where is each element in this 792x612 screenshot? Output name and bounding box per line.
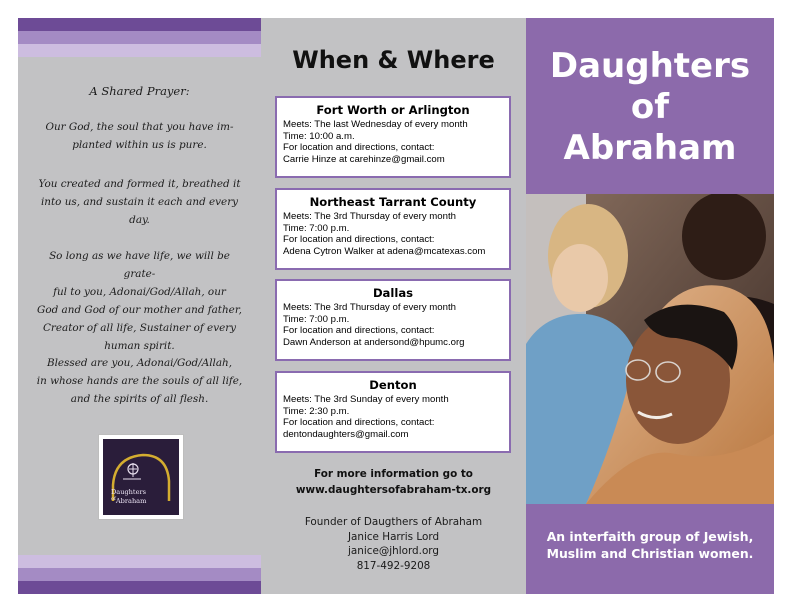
prayer-paragraph: So long as we have life, we will be grate- ful to you, Adonai/God/Allah, our God and God of our mother and father, Creator of all life, Sustainer of every human spirit. [37, 250, 242, 352]
prayer-panel [18, 18, 261, 594]
brochure-title: Daughters of Abraham [549, 46, 751, 168]
location-contact: Adena Cytron Walker at adena@mcatexas.com [283, 245, 486, 257]
location-contact: dentondaughters@gmail.com [283, 428, 409, 440]
logo-text: Daughters $^{of}$Abraham [111, 488, 147, 506]
decorative-stripe [18, 581, 261, 594]
decorative-stripe [18, 568, 261, 581]
decorative-stripe [18, 555, 261, 568]
more-info: For more information go to www.daughtersofabraham-tx.org [261, 466, 526, 498]
photo-illustration [526, 194, 774, 504]
prayer-title: A Shared Prayer: [89, 84, 190, 98]
location-name: Fort Worth or Arlington [316, 103, 470, 117]
website-link[interactable]: www.daughtersofabraham-tx.org [295, 484, 492, 496]
location-name: Northeast Tarrant County [309, 195, 477, 209]
founder-info: Founder of Daugthers of Abraham Janice Harris Lord janice@jhlord.org 817-492-9208 [261, 515, 526, 573]
decorative-stripe [18, 44, 261, 57]
decorative-stripe [18, 31, 261, 44]
cover-panel [526, 18, 774, 594]
location-card: Denton Meets: The 3rd Sunday of every month Time: 2:30 p.m. For location and directions, contact: dentondaughters@gmail.com [275, 371, 511, 453]
decorative-stripe [18, 18, 261, 31]
location-contact: Carrie Hinze at carehinze@gmail.com [283, 153, 445, 165]
location-contact: Dawn Anderson at andersond@hpumc.org [283, 336, 465, 348]
when-where-heading: When & Where [292, 46, 495, 74]
location-card: Northeast Tarrant County Meets: The 3rd Thursday of every month Time: 7:00 p.m. For location and directions, contact: Adena Cytron Walker at adena@mcatexas.com [275, 188, 511, 270]
prayer-paragraph: Blessed are you, Adonai/God/Allah, in whose hands are the souls of all life, and the spirits of all flesh. [36, 357, 243, 405]
prayer-paragraph: Our God, the soul that you have im- planted within us is pure. [45, 121, 234, 151]
location-name: Denton [369, 378, 417, 392]
founder-email[interactable]: janice@jhlord.org [348, 545, 439, 557]
daughters-of-abraham-logo [103, 439, 179, 515]
location-name: Dallas [372, 286, 414, 300]
when-where-panel [261, 18, 526, 594]
founder-phone: 817-492-9208 [356, 559, 431, 572]
logo [98, 434, 184, 520]
women-photo [526, 194, 774, 504]
location-card: Fort Worth or Arlington Meets: The last Wednesday of every month Time: 10:00 a.m. For location and directions, contact: Carrie Hinze at carehinze@gmail.com [275, 96, 511, 178]
founder-name: Janice Harris Lord [347, 530, 440, 543]
location-card: Dallas Meets: The 3rd Thursday of every month Time: 7:00 p.m. For location and directions, contact: Dawn Anderson at andersond@hpumc.org [275, 279, 511, 361]
tagline: An interfaith group of Jewish, Muslim and Christian women. [546, 529, 754, 561]
prayer-paragraph: You created and formed it, breathed it into us, and sustain it each and every day. [38, 178, 241, 226]
